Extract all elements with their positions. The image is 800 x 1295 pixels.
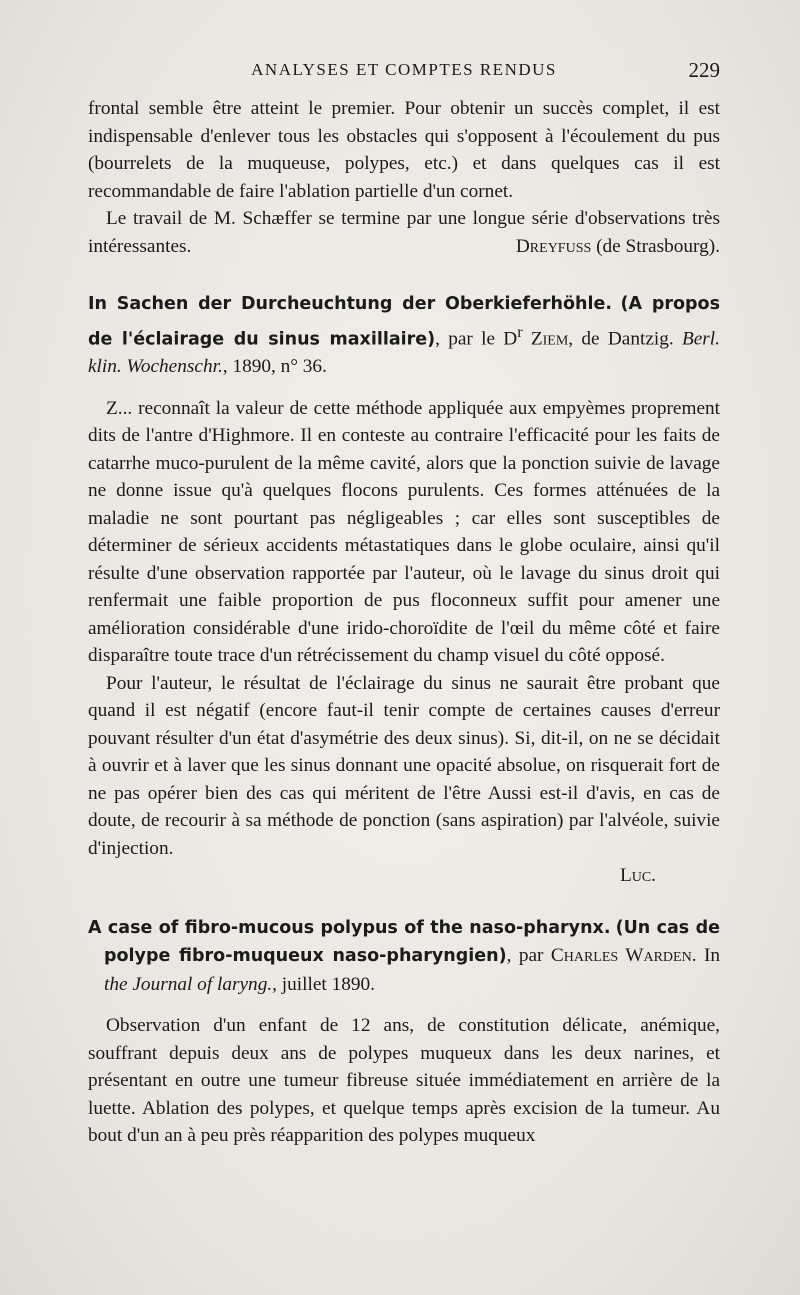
continued-paragraph: frontal semble être atteint le premier. Pour obtenir un succès complet, il est indispensable d'enlever tous les obstacles qui s'opposent à l'écoulement du pus (bourrelets de la muqueuse, polypes, etc.) et dans quelques cas il est recommandable de faire l'ablation partielle d'un cornet.: [88, 98, 720, 202]
heading-title-de: In Sachen der Durcheuchtung der Oberkieferhöhle.: [88, 294, 612, 314]
heading2-title-en: A case of fibro-mucous polypus of the naso-pharynx.: [88, 917, 611, 938]
signature-place: (de Strasbourg).: [596, 235, 720, 257]
closing-text: Le travail de M. Schæffer se termine par une longue série d'observations très intéressantes.: [88, 208, 720, 257]
heading2-journal: the Journal of laryng.: [104, 973, 273, 995]
heading2-author: Charles Warden: [550, 945, 692, 967]
article-heading-warden: [88, 914, 720, 999]
article2-paragraph: Observation d'un enfant de 12 ans, de constitution délicate, anémique, souffrant depuis deux ans de polypes muqueux dans les deux narines, et présentant en outre une tumeur fibreuse située immédiatement en arrière de la luette. Ablation des polypes, et quelque temps après excision de la tumeur. Au bout d'un an à peu près réapparition des polypes muqueux: [88, 1015, 720, 1147]
heading-place: , de Dantzig.: [568, 327, 674, 349]
heading-by: , par le D: [435, 327, 518, 349]
article1-signature: Luc.: [619, 865, 656, 887]
page-number: 229: [688, 58, 720, 82]
heading-title-fr: (A propos de l'éclairage du sinus maxillaire): [88, 294, 721, 349]
heading-journal: Berl. klin. Wochenschr.: [88, 327, 720, 378]
running-title: ANALYSES ET COMPTES RENDUS: [251, 60, 557, 79]
review-signature: [498, 233, 720, 261]
heading2-by: , par: [506, 945, 544, 967]
heading-author: Ziem: [530, 327, 569, 349]
heading2-title-fr: (Un cas de polype fibro-muqueux naso-pharyngien): [104, 917, 720, 967]
heading-issue: , 1890, n° 36.: [222, 356, 327, 378]
heading2-issue: , juillet 1890.: [272, 973, 375, 995]
article1-paragraph-2: Pour l'auteur, le résultat de l'éclairage du sinus ne saurait être probant que quand il est négatif (encore faut-il tenir compte de certaines causes d'erreur pouvant résulter d'un état d'asymétrie des deux sinus). Si, dit-il, on ne se décidait à ouvrir et à laver que les sinus donnant une opacité absolue, on risquerait fort de ne pas opérer bien des cas qui méritent de l'être Aussi est-il d'avis, en cas de doute, de recourir à sa méthode de ponction (sans aspiration) par l'alvéole, suivie d'injection.: [88, 672, 720, 859]
body-text: [88, 95, 720, 1150]
closing-paragraph: [88, 205, 720, 260]
heading2-in: . In: [691, 945, 721, 967]
running-head: [88, 58, 720, 86]
article-heading-ziem: [88, 290, 720, 381]
signature-author: Dreyfuss: [515, 235, 592, 257]
heading-by-sup: r: [517, 323, 523, 341]
article1-paragraph-1: Z... reconnaît la valeur de cette méthode appliquée aux empyèmes proprement dits de l'antre d'Highmore. Il en conteste au contraire l'efficacité pour les faits de catarrhe muco-purulent de la même cavité, alors que la ponction suivie de lavage ne donne issue qu'à quelques flocons purulents. Ces formes atténuées de la maladie ne sont pourtant pas négligeables ; car elles sont susceptibles de déterminer de sérieux accidents métastatiques dans le globe oculaire, ainsi qu'il résulte d'une observation rapportée par l'auteur, où le lavage du sinus droit qui renfermait une faible proportion de pus floconneux suffit pour amener une amélioration considérable d'une irido-choroïdite de l'œil du même côté et faire disparaître toute trace d'un rétrécissement du champ visuel du côté opposé.: [88, 397, 720, 667]
